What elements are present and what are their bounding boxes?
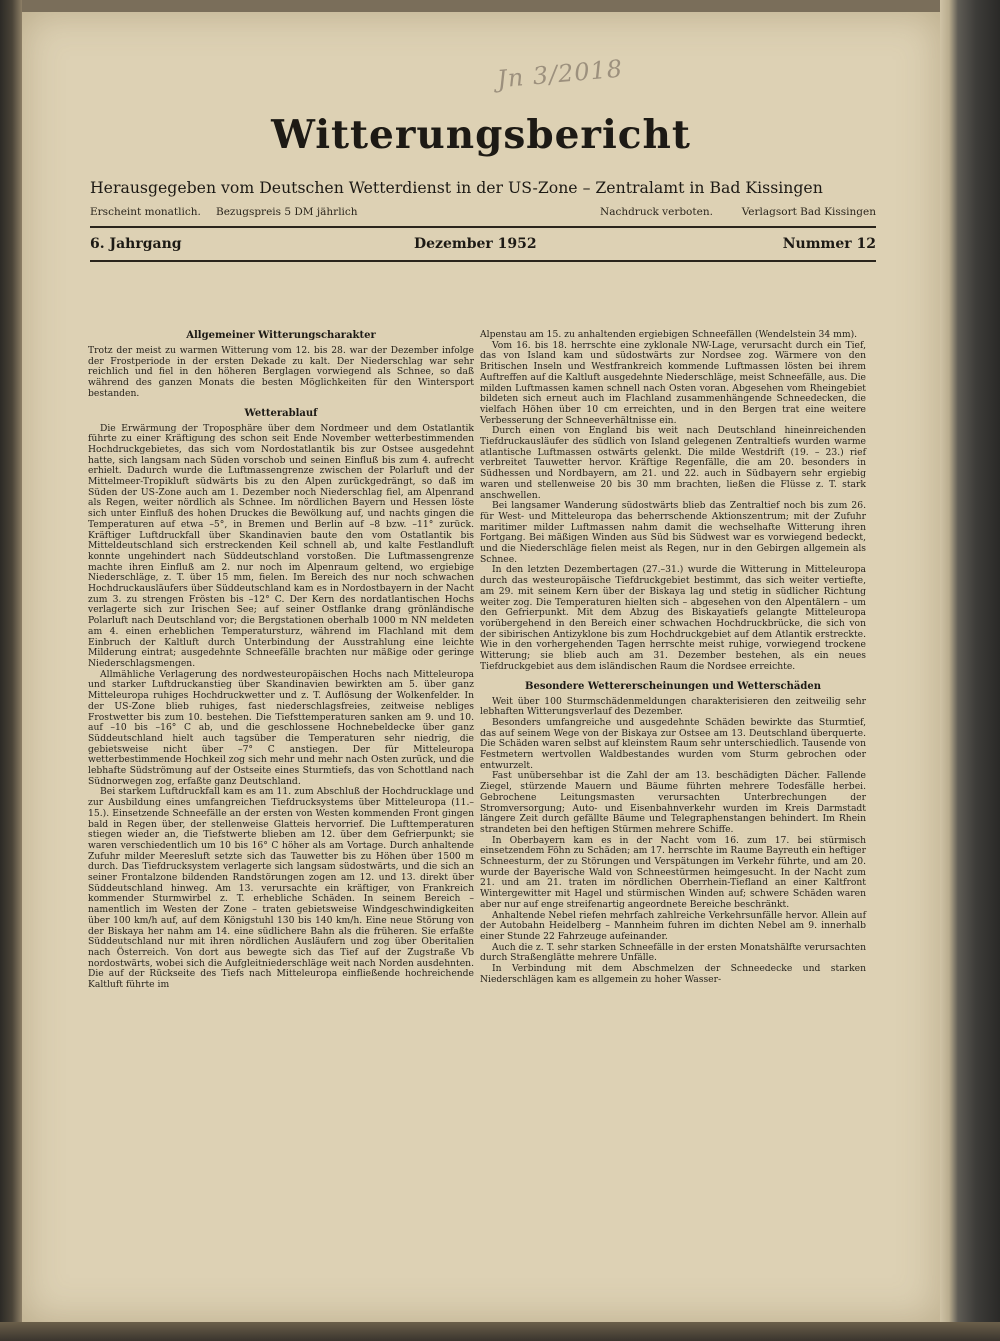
book-binding-right: [940, 0, 1000, 1341]
header-rule-bottom: [90, 260, 876, 262]
issue-date: Dezember 1952: [414, 236, 537, 252]
paragraph: Alpenstau am 15. zu anhaltenden ergiebigen Schneefällen (Wendelstein 34 mm).: [480, 329, 858, 340]
frequency-note: Erscheint monatlich.: [90, 206, 201, 218]
paragraph: In Verbindung mit dem Abschmelzen der Schneedecke und starken Niederschlägen kam es allgemein zu hoher Wasser-: [480, 963, 866, 985]
issue-info: [90, 236, 876, 256]
paragraph: In den letzten Dezembertagen (27.–31.) wurde die Witterung in Mitteleuropa durch das westeuropäische Tiefdruckgebiet bestimmt, das sich weiter vertiefte, am 29. mit seinem Kern über der Biskaya lag und stetig in südlicher Richtung weiter zog. Die Temperaturen hielten sich – abgesehen von den Alpentälern – um den Gefrierpunkt. Mit dem Abzug des Biskayatiefs gelangte Mitteleuropa vorübergehend in den Bereich einer schwachen Hochdruckbrücke, die sich von der sibirischen Antizyklone bis zum Hochdruckgebiet auf dem Atlantik erstreckte. Wie in den vorhergehenden Tagen herrschte meist ruhige, vorwiegend trockene Witterung; sie blieb auch am 31. Dezember bestehen, als ein neues Tiefdruckgebiet aus dem isländischen Raum die Nordsee erreichte.: [480, 564, 866, 672]
paragraph: Trotz der meist zu warmen Witterung vom 12. bis 28. war der Dezember infolge der Frostperiode in der ersten Dekade zu kalt. Der Niederschlag war sehr reichlich und fiel in den höheren Berglagen vorwiegend als Schnee, so daß während des ganzen Monats die besten Möglichkeiten für den Wintersport bestanden.: [88, 345, 474, 399]
paragraph: Durch einen von England bis weit nach Deutschland hineinreichenden Tiefdruckausläufer des südlich von Island gelegenen Zentraltiefs wurden warme atlantische Luftmassen ostwärts gelenkt. Die milde Westdrift (19. – 23.) rief verbreitet Tauwetter hervor. Kräftige Regenfälle, die am 20. besonders in Südhessen und Nordbayern, am 21. und 22. auch in Südbayern sehr ergiebig waren und stellenweise 20 bis 30 mm brachten, ließen die Flüsse z. T. stark anschwellen.: [480, 425, 866, 501]
header-rule-top: [90, 226, 876, 228]
text-column-left: [88, 330, 474, 991]
issue-number: Nummer 12: [782, 236, 876, 252]
paragraph: In Oberbayern kam es in der Nacht vom 16. zum 17. bei stürmisch einsetzendem Föhn zu Schäden; am 17. herrschte im Raume Bayreuth ein heftiger Schneesturm, der zu Störungen und Verspätungen im Verkehr führte, und am 20. wurde der Bayerische Wald von Schneestürmen heimgesucht. In der Nacht zum 21. und am 21. traten im nördlichen Oberrhein-Tiefland an einer Kaltfront Wintergewitter mit Hagel und stürmischen Winden auf; schwere Schäden waren aber nur auf enge streifenartig angeordnete Bereiche beschränkt.: [480, 834, 866, 910]
paragraph: Besonders umfangreiche und ausgedehnte Schäden bewirkte das Sturmtief, das auf seinem Wege von der Biskaya zur Ostsee am 13. Deutschland überquerte. Die Schäden waren selbst auf kleinstem Raum sehr unterschiedlich. Tausende von Festmetern wertvollen Waldbestandes wurden vom Sturm gebrochen oder entwurzelt.: [480, 716, 866, 771]
publisher-location: Verlagsort Bad Kissingen: [741, 206, 876, 218]
book-binding-left: [0, 0, 22, 1341]
reprint-note: Nachdruck verboten.: [600, 206, 713, 218]
paragraph: Weit über 100 Sturmschädenmeldungen charakterisieren den zeitweilig sehr lebhaften Witterungsverlauf des Dezember.: [480, 695, 866, 718]
volume-label: 6. Jahrgang: [90, 236, 182, 252]
paragraph: Die Erwärmung der Troposphäre über dem Nordmeer und dem Ostatlantik führte zu einer Kräftigung des schon seit Ende November wetterbestimmenden Hochdruckgebietes, das sich vom Nordostatlantik bis zur Ostsee ausgedehnt hatte, sich langsam nach Süden vorschob und seinen Einfluß bis zum 4. aufrecht erhielt. Dadurch wurde die Luftmassengrenze zwischen der Polarluft und der Mittelmeer-Tropikluft südwärts bis zu den Alpen zurückgedrängt, so daß im Süden der US-Zone auch am 1. Dezember noch Niederschlag fiel, am Alpenrand als Regen, weiter nördlich als Schnee. Im nördlichen Bayern und Hessen löste sich unter Einfluß des hohen Druckes die Bewölkung auf, und nachts gingen die Temperaturen auf etwa –5°, in Bremen und Berlin auf –8 bzw. –11° zurück. Kräftiger Luftdruckfall über Skandinavien baute den vom Ostatlantik bis Mitteldeutschland sich erstreckenden Keil schnell ab, und kalte Festlandluft konnte ungehindert nach Süddeutschland vorstoßen. Die Luftmassengrenze machte ihren Einfluß am 2. nur noch im Alpenraum geltend, wo ergiebige Niederschläge, z. T. über 15 mm, fielen. Im Bereich des nur noch schwachen Hochdruckausläufers über Süddeutschland kam es in Nordostbayern in der Nacht zum 3. zu strengen Frösten bis –12° C. Der Kern des nordatlantischen Hochs verlagerte sich zur Irischen See; auf seiner Ostflanke drang grönländische Polarluft nach Deutschland vor; die Bergstationen oberhalb 1000 m NN meldeten am 4. einen erheblichen Temperatursturz, während im Flachland mit dem Einbruch der Kaltluft durch Unterbindung der Ausstrahlung eine leichte Milderung eintrat; ausgedehnte Schneefälle brachten nur mäßige oder geringe Niederschlagsmengen.: [88, 422, 474, 669]
section-heading-besondere: Besondere Wettererscheinungen und Wetterschäden: [525, 680, 821, 692]
paragraph: Allmähliche Verlagerung des nordwesteuropäischen Hochs nach Mitteleuropa und starker Luftdruckanstieg über Skandinavien bewirkten am 5. über ganz Mitteleuropa ruhiges Hochdruckwetter und z. T. Auflösung der Wolkenfelder. In der US-Zone blieb ruhiges, fast niederschlagsfreies, zeitweise nebliges Frostwetter bis zum 10. bestehen. Die Tiefsttemperaturen sanken am 9. und 10. auf –10 bis –16° C ab, und die geschlossene Hochnebeldecke über ganz Süddeutschland hielt auch tagsüber die Temperaturen sehr niedrig, die gebietsweise nicht über –7° C anstiegen. Der für Mitteleuropa wetterbestimmende Hochkeil zog sich mehr und mehr nach Osten zurück, und die lebhafte Südströmung auf der Ostseite eines Sturmtiefs, das von Schottland nach Südnorwegen zog, erfaßte ganz Deutschland.: [88, 668, 474, 787]
handwritten-stamp: Jn 3/2018: [496, 54, 625, 94]
page-bottom-edge: [0, 1322, 1000, 1341]
paragraph: Bei langsamer Wanderung südostwärts blieb das Zentraltief noch bis zum 26. für West- und Mitteleuropa das beherrschende Aktionszentrum; mit der Zufuhr maritimer milder Luftmassen nahm damit die wechselhafte Witterung ihren Fortgang. Bei mäßigen Winden aus Süd bis Südwest war es vorwiegend bedeckt, und die Niederschläge fielen meist als Regen, nur in den Gebirgen allgemein als Schnee.: [480, 500, 866, 565]
paragraph: Vom 16. bis 18. herrschte eine zyklonale NW-Lage, verursacht durch ein Tief, das von Island kam und südostwärts zur Nordsee zog. Wärmere von den Britischen Inseln und Westfrankreich kommende Luftmassen lösten bei ihrem Auftreffen auf die Kaltluft ausgedehnte Niederschläge, meist Schneefälle, aus. Die milden Luftmassen kamen schnell nach Osten voran. Abgesehen vom Rheingebiet bildeten sich erneut auch im Flachland zusammenhängende Schneedecken, die vielfach Höhen über 10 cm erreichten, und in den Bergen trat eine weitere Verbesserung der Schneeverhältnisse ein.: [480, 339, 866, 426]
paragraph: Auch die z. T. sehr starken Schneefälle in der ersten Monatshälfte verursachten durch Straßenglätte mehrere Unfälle.: [480, 941, 866, 964]
page-title: Witterungsbericht: [271, 112, 691, 158]
paragraph: Fast unübersehbar ist die Zahl der am 13. beschädigten Dächer. Fallende Ziegel, stürzende Mauern und Bäume führten mehrere Todesfälle herbei. Gebrochene Leitungsmasten verursachten Unterbrechungen der Stromversorgung; Auto- und Eisenbahnverkehr wurden im Kreis Darmstadt längere Zeit durch gefällte Bäume und Telegraphenstangen behindert. Im Rhein strandeten bei den heftigen Stürmen mehrere Schiffe.: [480, 770, 866, 835]
publication-info: [90, 206, 876, 222]
paragraph: Anhaltende Nebel riefen mehrfach zahlreiche Verkehrsunfälle hervor. Allein auf der Autobahn Heidelberg – Mannheim fuhren im dichten Nebel am 9. innerhalb einer Stunde 22 Fahrzeuge aufeinander.: [480, 909, 866, 942]
document-page: [22, 12, 940, 1322]
section-heading-allgemein: Allgemeiner Witterungscharakter: [186, 330, 376, 341]
publisher-subtitle: Herausgegeben vom Deutschen Wetterdienst in der US-Zone – Zentralamt in Bad Kissingen: [90, 178, 823, 197]
text-column-right: [480, 330, 866, 985]
price-note: Bezugspreis 5 DM jährlich: [216, 206, 358, 218]
section-heading-wetterablauf: Wetterablauf: [244, 407, 318, 419]
paragraph: Bei starkem Luftdruckfall kam es am 11. zum Abschluß der Hochdrucklage und zur Ausbildung eines umfangreichen Tiefdrucksystems über Mitteleuropa (11.–15.). Einsetzende Schneefälle an der ersten von Westen kommenden Front gingen bald in Regen über, der stellenweise Glatteis hervorrief. Die Lufttemperaturen stiegen wieder an, die Tiefstwerte blieben am 12. über dem Gefrierpunkt; sie waren verschiedentlich um 10 bis 16° C höher als am Vortage. Durch anhaltende Zufuhr milder Meeresluft setzte sich das Tauwetter bis zu Höhen über 1500 m durch. Das Tiefdrucksystem verlagerte sich langsam südostwärts, und die sich an seiner Frontalzone bildenden Randstörungen zogen am 12. und 13. direkt über Süddeutschland hinweg. Am 13. verursachte ein kräftiger, von Frankreich kommender Sturmwirbel z. T. erhebliche Schäden. In seinem Bereich – namentlich im Westen der Zone – traten gebietsweise Windgeschwindigkeiten über 100 km/h auf, auf dem Königstuhl 130 bis 140 km/h. Eine neue Störung von der Biskaya her nahm am 14. eine südlichere Bahn als die früheren. Sie erfaßte Süddeutschland nur mit ihren nördlichen Ausläufern und zog über Oberitalien nach Österreich. Von dort aus bewegte sich das Tief auf der Zugstraße Vb nordostwärts, wobei sich die Aufgleitniederschläge weit nach Norden ausdehnten. Die auf der Rückseite des Tiefs nach Mitteleuropa einfließende hochreichende Kaltluft führte im: [88, 786, 474, 991]
